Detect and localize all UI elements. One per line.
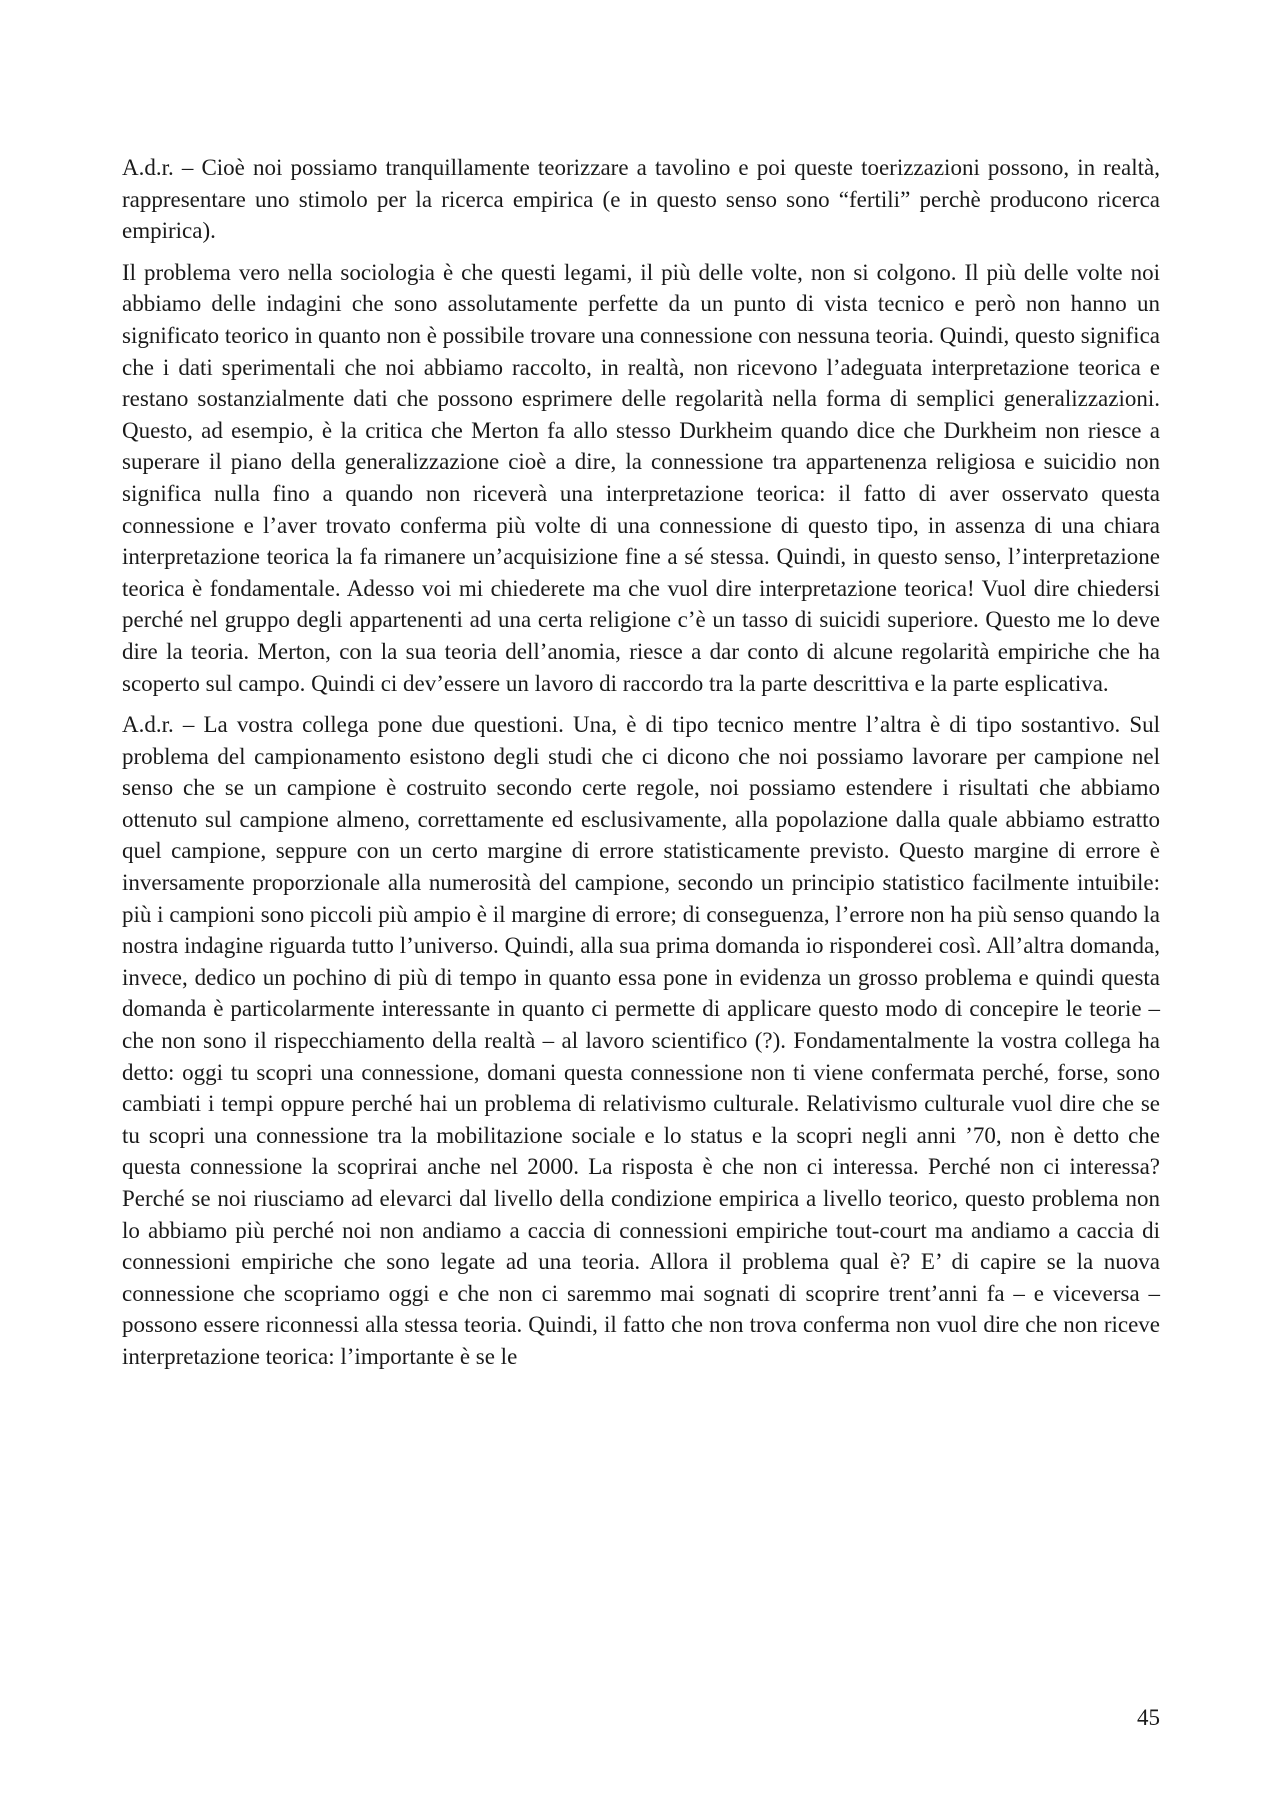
page-number: 45 — [1137, 1705, 1160, 1730]
body-text — [122, 152, 1160, 1383]
paragraph-3: A.d.r. – La vostra collega pone due questioni. Una, è di tipo tecnico mentre l’altra è di tipo sostantivo. Sul problema del campionamento esistono degli studi che ci dicono che noi possiamo lavorare per campione nel senso che se un campione è costruito secondo certe regole, noi possiamo estendere i risultati che abbiamo ottenuto sul campione almeno, correttamente ed esclusivamente, alla popolazione dalla quale abbiamo estratto quel campione, seppure con un certo margine di errore statisticamente previsto. Questo margine di errore è inversamente proporzionale alla numerosità del campione, secondo un principio statistico facilmente intuibile: più i campioni sono piccoli più ampio è il margine di errore; di conseguenza, l’errore non ha più senso quando la nostra indagine riguarda tutto l’universo. Quindi, alla sua prima domanda io risponderei così. All’altra domanda, invece, dedico un pochino di più di tempo in quanto essa pone in evidenza un grosso problema e quindi questa domanda è particolarmente interessante in quanto ci permette di applicare questo modo di concepire le teorie – che non sono il rispecchiamento della realtà – al lavoro scientifico (?). Fondamentalmente la vostra collega ha detto: oggi tu scopri una connessione, domani questa connessione non ti viene confermata perché, forse, sono cambiati i tempi oppure perché hai un problema di relativismo culturale. Relativismo culturale vuol dire che se tu scopri una connessione tra la mobilitazione sociale e lo status e la scopri negli anni ’70, non è detto che questa connessione la scoprirai anche nel 2000. La risposta è che non ci interessa. Perché non ci interessa? Perché se noi riusciamo ad elevarci dal livello della condizione empirica a livello teorico, questo problema non lo abbiamo più perché noi non andiamo a caccia di connessioni empiriche tout-court ma andiamo a caccia di connessioni empiriche che sono legate ad una teoria. Allora il problema qual è? E’ di capire se la nuova connessione che scopriamo oggi e che non ci saremmo mai sognati di scoprire trent’anni fa – e viceversa – possono essere riconnessi alla stessa teoria. Quindi, il fatto che non trova conferma non vuol dire che non riceve interpretazione teorica: l’importante è se le — [122, 712, 1160, 1369]
paragraph-2: Il problema vero nella sociologia è che questi legami, il più delle volte, non si colgono. Il più delle volte noi abbiamo delle indagini che sono assolutamente perfette da un punto di vista tecnico e però non hanno un significato teorico in quanto non è possibile trovare una connessione con nessuna teoria. Quindi, questo significa che i dati sperimentali che noi abbiamo raccolto, in realtà, non ricevono l’adeguata interpretazione teorica e restano sostanzialmente dati che possono esprimere delle regolarità nella forma di semplici generalizzazioni. Questo, ad esempio, è la critica che Merton fa allo stesso Durkheim quando dice che Durkheim non riesce a superare il piano della generalizzazione cioè a dire, la connessione tra appartenenza religiosa e suicidio non significa nulla fino a quando non riceverà una interpretazione teorica: il fatto di aver osservato questa connessione e l’aver trovato conferma più volte di una connessione di questo tipo, in assenza di una chiara interpretazione teorica la fa rimanere un’acquisizione fine a sé stessa. Quindi, in questo senso, l’interpretazione teorica è fondamentale. Adesso voi mi chiederete ma che vuol dire interpretazione teorica! Vuol dire chiedersi perché nel gruppo degli appartenenti ad una certa religione c’è un tasso di suicidi superiore. Questo me lo deve dire la teoria. Merton, con la sua teoria dell’anomia, riesce a dar conto di alcune regolarità empiriche che ha scoperto sul campo. Quindi ci dev’essere un lavoro di raccordo tra la parte descrittiva e la parte esplicativa. — [122, 259, 1160, 696]
paragraph-1: A.d.r. – Cioè noi possiamo tranquillamente teorizzare a tavolino e poi queste toerizzazioni possono, in realtà, rappresentare uno stimolo per la ricerca empirica (e in questo senso sono “fertili” perchè producono ricerca empirica). — [122, 155, 1160, 244]
